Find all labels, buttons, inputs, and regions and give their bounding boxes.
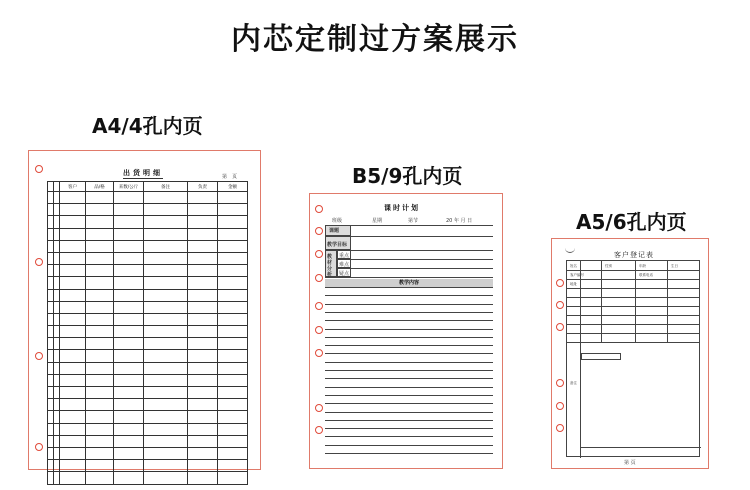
- a5-sheet: [551, 238, 709, 469]
- table-row: [48, 411, 248, 423]
- b5-meta-class: 班级: [332, 218, 343, 224]
- grid-line: [601, 261, 602, 342]
- grid-line: [667, 261, 668, 342]
- hole: [556, 424, 564, 432]
- hole: [556, 301, 564, 309]
- a4-table: [47, 181, 247, 485]
- table-row: [48, 228, 248, 240]
- table-row: [48, 204, 248, 216]
- column-header: 来数/公斤: [114, 182, 144, 192]
- column-header: 品/格: [86, 182, 114, 192]
- grid-line: [567, 324, 699, 325]
- table-row: [48, 447, 248, 459]
- grid-line: [567, 306, 699, 307]
- gender-cell: 性别: [605, 264, 612, 268]
- b5-form: [325, 225, 493, 465]
- a5-sheet-title: 客户登记表: [614, 251, 654, 259]
- page-title: 内芯定制过方案展示: [231, 22, 519, 57]
- a4-sheet-title: 出货明细: [123, 169, 163, 177]
- phone-cell: 联系电话: [639, 273, 653, 277]
- grid-line: [567, 270, 699, 271]
- hole: [315, 302, 323, 310]
- hole: [315, 326, 323, 334]
- column-header: 金额: [218, 182, 248, 192]
- ruled-line: [325, 287, 493, 288]
- b5-ruled-lines: [325, 287, 493, 465]
- table-row: [48, 216, 248, 228]
- grid-line: [567, 342, 699, 343]
- table-row: [48, 399, 248, 411]
- table-row: [48, 338, 248, 350]
- hole: [315, 349, 323, 357]
- ruled-line: [325, 320, 493, 321]
- ruled-line: [325, 353, 493, 354]
- ruled-line: [325, 403, 493, 404]
- address-cell: 地址: [570, 282, 577, 286]
- hole: [35, 258, 43, 266]
- hole: [315, 227, 323, 235]
- b5-label: B5/9孔内页: [352, 164, 463, 188]
- grid-line: [567, 333, 699, 334]
- table-row: [48, 326, 248, 338]
- b5-sheet: [309, 193, 503, 469]
- table-row: [48, 387, 248, 399]
- name-cell: 姓名: [570, 264, 577, 268]
- birthday-cell: 生日: [671, 264, 678, 268]
- hole: [315, 274, 323, 282]
- content-bar: 教学内容: [325, 279, 493, 287]
- ruled-line: [325, 445, 493, 446]
- ruled-line: [325, 337, 493, 338]
- hole: [315, 404, 323, 412]
- table-row: [48, 423, 248, 435]
- goal-label: 教学目标: [327, 242, 348, 248]
- table-header-row: [48, 182, 248, 192]
- ruled-line: [325, 387, 493, 388]
- a4-table-body: [48, 192, 248, 485]
- table-row: [48, 301, 248, 313]
- grid-line: [567, 288, 699, 289]
- table-row: [48, 289, 248, 301]
- table-row: [48, 472, 248, 484]
- b5-meta-date: 20 年 月 日: [446, 218, 473, 224]
- ruled-line: [325, 453, 493, 454]
- ruled-line: [325, 329, 493, 330]
- ruled-line: [325, 378, 493, 379]
- hole: [35, 443, 43, 451]
- hole: [315, 205, 323, 213]
- table-row: [48, 192, 248, 204]
- column-header: 备注: [144, 182, 188, 192]
- ruled-line: [325, 345, 493, 346]
- a4-label: A4/4孔内页: [92, 114, 203, 138]
- ruled-line: [325, 412, 493, 413]
- ruled-line: [325, 312, 493, 313]
- client-id-cell: 客户编号: [570, 273, 584, 277]
- a5-logo-icon: [565, 247, 575, 253]
- table-row: [48, 240, 248, 252]
- b5-meta-period: 第节: [408, 218, 419, 224]
- hole: [315, 250, 323, 258]
- table-row: [48, 374, 248, 386]
- ruled-line: [325, 436, 493, 437]
- ruled-line: [325, 420, 493, 421]
- ruled-line: [325, 295, 493, 296]
- topic-label: 课题: [329, 228, 340, 234]
- notes-cell: 备注: [570, 381, 577, 385]
- b5-sheet-title: 课时计划: [384, 204, 420, 212]
- grid-line: [567, 279, 699, 280]
- table-row: [48, 252, 248, 264]
- table-row: [48, 460, 248, 472]
- table-row: [48, 313, 248, 325]
- hole: [35, 352, 43, 360]
- age-cell: 年龄: [639, 264, 646, 268]
- hole: [315, 426, 323, 434]
- column-header: 客户: [60, 182, 86, 192]
- ruled-line: [325, 395, 493, 396]
- questions-label: 疑点: [339, 271, 350, 277]
- hole: [35, 165, 43, 173]
- hole: [556, 402, 564, 410]
- focus-label: 重点: [339, 253, 350, 259]
- column-header: 负责: [188, 182, 218, 192]
- ruled-line: [325, 370, 493, 371]
- table-row: [48, 277, 248, 289]
- table-row: [48, 435, 248, 447]
- hole: [556, 379, 564, 387]
- a5-page-footer: 第 页: [624, 460, 636, 466]
- difficulty-label: 难点: [339, 262, 350, 268]
- table-row: [48, 350, 248, 362]
- a4-corner-label: 第 页: [222, 174, 238, 180]
- analysis-label: 教材分析: [327, 254, 333, 278]
- grid-line: [567, 297, 699, 298]
- grid-line: [567, 315, 699, 316]
- hole: [556, 323, 564, 331]
- ruled-line: [325, 428, 493, 429]
- a5-label: A5/6孔内页: [576, 210, 687, 234]
- table-row: [48, 265, 248, 277]
- hole: [556, 279, 564, 287]
- ruled-line: [325, 304, 493, 305]
- b5-meta-week: 星期: [372, 218, 383, 224]
- a5-form: [566, 260, 700, 457]
- grid-line: [635, 261, 636, 342]
- table-row: [48, 362, 248, 374]
- a4-sheet: [28, 150, 261, 470]
- ruled-line: [325, 362, 493, 363]
